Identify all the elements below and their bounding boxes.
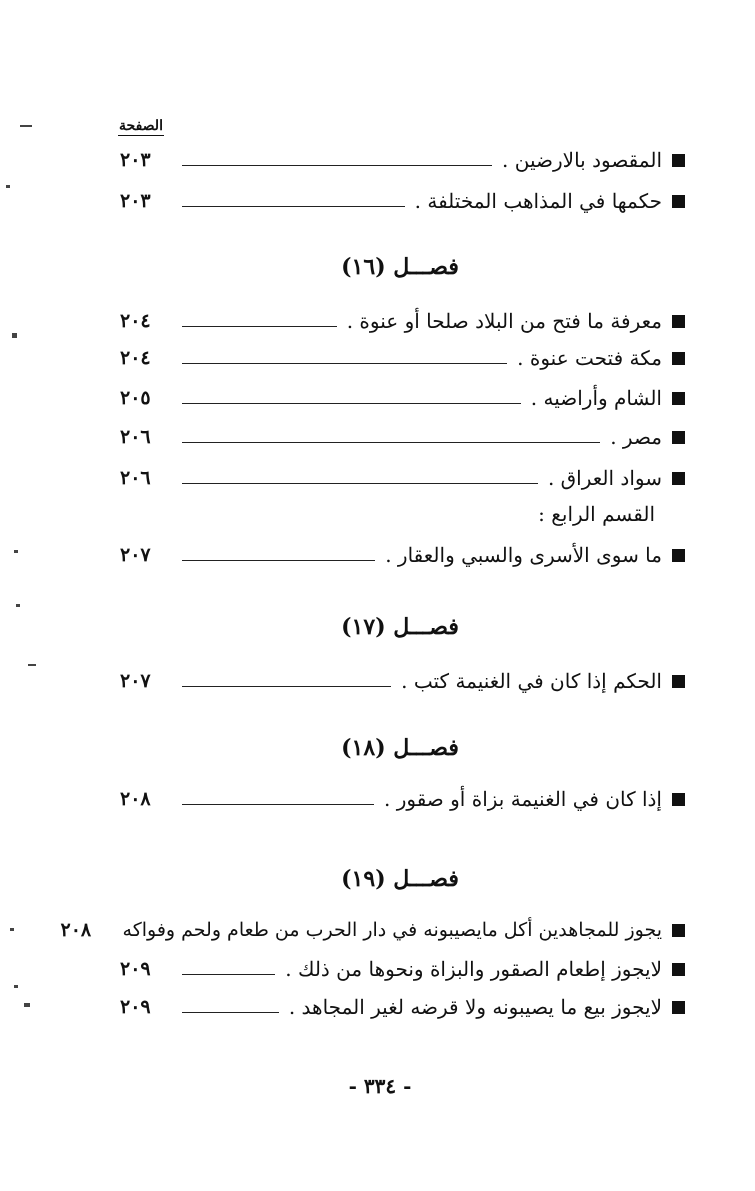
scan-speck xyxy=(24,1003,30,1007)
entry-title: لايجوز بيع ما يصيبونه ولا قرضه لغير المجاهد . xyxy=(288,995,662,1019)
leader-line xyxy=(182,1012,279,1013)
toc-entry xyxy=(120,304,685,338)
toc-entry xyxy=(120,990,685,1024)
leader-line xyxy=(182,804,374,805)
toc-entry xyxy=(120,420,685,454)
leader-line xyxy=(182,326,337,327)
entry-title: ما سوى الأسرى والسبي والعقار . xyxy=(385,543,662,567)
square-bullet-icon xyxy=(672,963,685,976)
section-subheading: القسم الرابع : xyxy=(538,502,655,526)
square-bullet-icon xyxy=(672,352,685,365)
toc-entry xyxy=(120,381,685,415)
entry-page-number: ٢٠٦ xyxy=(120,467,151,489)
toc-entry xyxy=(120,952,685,986)
toc-entry xyxy=(120,341,685,375)
page-column-label: الصفحة xyxy=(119,118,163,134)
leader-line xyxy=(182,974,275,975)
square-bullet-icon xyxy=(672,472,685,485)
entry-page-number: ٢٠٩ xyxy=(120,996,151,1018)
toc-entry xyxy=(120,461,685,495)
entry-page-number: ٢٠٣ xyxy=(120,149,151,171)
entry-page-number: ٢٠٦ xyxy=(120,426,151,448)
square-bullet-icon xyxy=(672,431,685,444)
entry-title: الحكم إذا كان في الغنيمة كتب . xyxy=(401,669,662,693)
chapter-heading: فصـــل (١٦) xyxy=(341,254,459,280)
toc-entry xyxy=(120,143,685,177)
chapter-heading: فصـــل (١٧) xyxy=(341,614,459,640)
scan-speck xyxy=(6,185,10,188)
entry-title: حكمها في المذاهب المختلفة . xyxy=(414,189,662,213)
entry-page-number: ٢٠٧ xyxy=(120,544,151,566)
square-bullet-icon xyxy=(672,549,685,562)
leader-line xyxy=(182,686,391,687)
leader-line xyxy=(182,560,375,561)
square-bullet-icon xyxy=(672,154,685,167)
chapter-heading: فصـــل (١٨) xyxy=(341,735,459,761)
entry-page-number: ٢٠٤ xyxy=(120,347,151,369)
entry-page-number: ٢٠٧ xyxy=(120,670,151,692)
entry-title: معرفة ما فتح من البلاد صلحا أو عنوة . xyxy=(346,309,662,333)
entry-title: يجوز للمجاهدين أكل مايصيبونه في دار الحرب من طعام ولحم وفواكه xyxy=(122,919,662,941)
square-bullet-icon xyxy=(672,315,685,328)
scan-speck xyxy=(12,333,17,338)
square-bullet-icon xyxy=(672,195,685,208)
scan-speck xyxy=(10,928,14,931)
entry-title: سواد العراق . xyxy=(547,466,662,490)
entry-page-number: ٢٠٨ xyxy=(120,788,151,810)
scan-speck xyxy=(14,550,18,553)
entry-page-number: ٢٠٣ xyxy=(120,190,151,212)
scan-speck xyxy=(20,125,32,127)
leader-line xyxy=(182,206,405,207)
entry-page-number: ٢٠٨ xyxy=(60,919,92,941)
chapter-heading: فصـــل (١٩) xyxy=(341,866,459,892)
page-number-footer: - ٣٣٤ - xyxy=(348,1074,412,1098)
entry-title: مكة فتحت عنوة . xyxy=(517,346,662,370)
toc-entry xyxy=(120,184,685,218)
square-bullet-icon xyxy=(672,924,685,937)
leader-line xyxy=(182,165,492,166)
square-bullet-icon xyxy=(672,1001,685,1014)
scan-speck xyxy=(16,604,20,607)
entry-page-number: ٢٠٥ xyxy=(120,387,151,409)
toc-entry xyxy=(120,538,685,572)
entry-title: لايجوز إطعام الصقور والبزاة ونحوها من ذلك . xyxy=(285,957,662,981)
toc-entry xyxy=(120,664,685,698)
leader-line xyxy=(182,363,507,364)
scan-speck xyxy=(28,664,36,666)
square-bullet-icon xyxy=(672,675,685,688)
leader-line xyxy=(182,442,600,443)
square-bullet-icon xyxy=(672,793,685,806)
entry-page-number: ٢٠٩ xyxy=(120,958,151,980)
entry-title: إذا كان في الغنيمة بزاة أو صقور . xyxy=(383,787,662,811)
leader-line xyxy=(182,403,521,404)
entry-title: الشام وأراضيه . xyxy=(530,386,662,410)
scan-speck xyxy=(14,985,18,988)
entry-title: مصر . xyxy=(610,425,662,449)
toc-entry xyxy=(120,782,685,816)
toc-entry xyxy=(60,913,685,947)
entry-page-number: ٢٠٤ xyxy=(120,310,151,332)
entry-title: المقصود بالارضين . xyxy=(502,148,662,172)
leader-line xyxy=(182,483,538,484)
square-bullet-icon xyxy=(672,392,685,405)
